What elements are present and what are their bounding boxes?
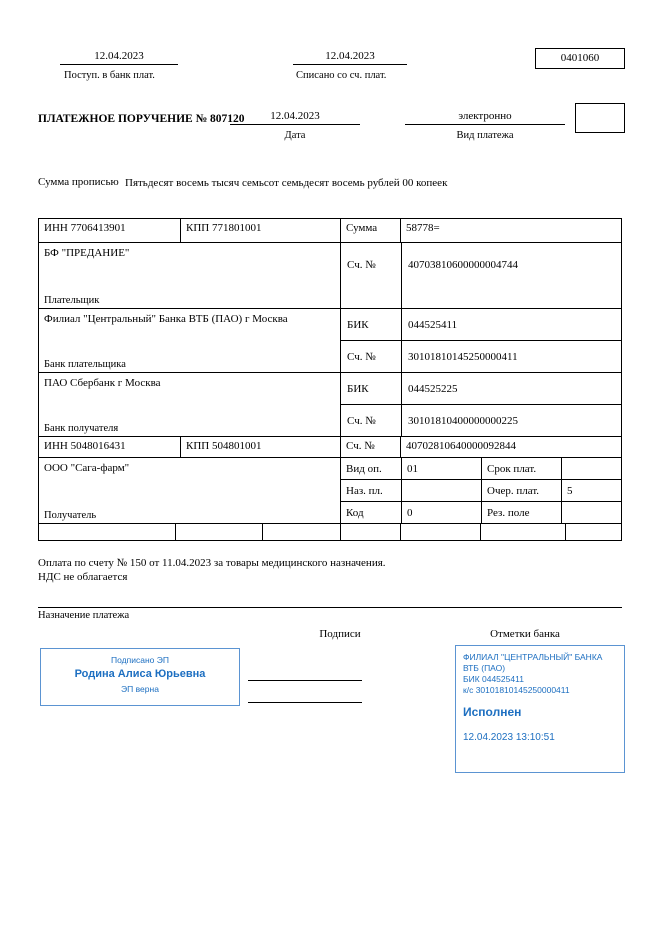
op-type-label: Вид оп. [346,462,382,475]
payee-role-label: Получатель [44,510,97,521]
tax-field-cell [39,524,175,540]
status-box [575,103,625,133]
payer-row [39,242,621,308]
purpose-text-line1: Оплата по счету № 150 от 11.04.2023 за товары медицинского назначения. [38,557,386,569]
document-date-label: Дата [284,130,306,141]
payer-bank-block [39,309,340,372]
bank-stamp-status: Исполнен [463,705,522,720]
sum-value-cell: 58778= [400,219,621,242]
code-label: Код [346,506,364,519]
payer-name: БФ "ПРЕДАНИЕ" [44,247,130,259]
tax-field-cell [565,524,621,540]
payment-kind-label: Вид платежа [456,130,514,141]
bank-stamp-bik: БИК 044525411 [463,674,524,685]
payer-block [39,243,340,308]
payer-bank-details [340,309,621,372]
payer-bank-row [39,308,621,372]
purpose-text-line2: НДС не облагается [38,571,128,583]
signed-by-label: Подписано ЭП [111,655,169,665]
bank-mark-stamp [455,645,625,773]
pay-purpose-code-row [341,479,621,501]
payee-bank-role-label: Банк получателя [44,423,119,434]
received-date-label: Поступ. в банк плат. [64,70,155,81]
payee-block [39,458,340,523]
payee-bank-bik-value: 044525225 [401,373,621,404]
payer-kpp-cell: КПП 771801001 [180,219,340,242]
received-date: 12.04.2023 [60,50,178,65]
amount-in-words-row [38,176,622,189]
payee-row [39,457,621,523]
payee-bank-acc-value: 30101810400000000225 [401,405,621,436]
payee-acc-value-cell: 40702810640000092844 [400,437,621,457]
bank-stamp-name-line1: ФИЛИАЛ "ЦЕНТРАЛЬНЫЙ" БАНКА [463,652,603,662]
payee-bank-bik-row [341,373,621,404]
operation-details [340,458,621,523]
amount-in-words-label: Сумма прописью [38,176,119,188]
pay-purpose-label: Наз. пл. [346,484,383,497]
payee-inn-row [39,436,621,457]
tax-field-cell [340,524,400,540]
priority-label: Очер. плат. [481,480,561,501]
payee-bank-bik-label: БИК [347,382,369,395]
payer-bank-acc-row [341,340,621,372]
bank-marks-label: Отметки банка [490,628,560,640]
document-date: 12.04.2023 [230,110,360,125]
debited-date: 12.04.2023 [293,50,407,65]
bank-stamp-name-line2: ВТБ (ПАО) [463,663,506,674]
payer-inn-cell: ИНН 7706413901 [44,222,126,234]
payer-bank-bik-label: БИК [347,318,369,331]
tax-fields-row [39,523,621,540]
bank-stamp-corr-account: к/с 30101810145250000411 [463,685,570,696]
document-title: ПЛАТЕЖНОЕ ПОРУЧЕНИЕ № 807120 [38,113,245,125]
payer-bank-role-label: Банк плательщика [44,359,126,370]
payee-bank-acc-row [341,404,621,436]
payee-bank-block [39,373,340,436]
payee-kpp-cell: КПП 504801001 [180,437,340,457]
payer-bank-acc-label: Сч. № [347,350,376,363]
signer-name: Родина Алиса Юрьевна [74,668,206,680]
pay-term-label: Срок плат. [481,458,561,479]
payee-bank-name: ПАО Сбербанк г Москва [44,377,161,389]
op-type-value: 01 [401,458,481,479]
signature-stamp [40,648,240,706]
tax-field-cell [480,524,565,540]
purpose-label: Назначение платежа [38,610,130,621]
tax-field-cell [400,524,480,540]
amount-in-words-text: Пятьдесят восемь тысяч семьсот семьдесят восемь рублей 00 копеек [125,177,448,189]
payee-inn-cell: ИНН 5048016431 [44,440,126,452]
signatures-label: Подписи [319,628,361,640]
tax-field-cell [262,524,340,540]
code-row [341,501,621,523]
payer-inn-row [39,219,621,242]
payer-account-number: 40703810600000004744 [401,243,621,308]
payer-role-label: Плательщик [44,295,100,306]
pay-term-value [561,458,621,479]
payer-bank-acc-value: 30101810145250000411 [401,341,621,372]
payee-acc-label-cell: Сч. № [340,437,400,457]
payee-bank-row [39,372,621,436]
signature-line-1 [248,680,362,681]
tax-field-cell [175,524,262,540]
payer-account-label: Сч. № [347,259,376,271]
payer-bank-bik-value: 044525411 [401,309,621,340]
payer-bank-bik-row [341,309,621,340]
debited-date-label: Списано со сч. плат. [296,70,387,81]
signature-valid-label: ЭП верна [121,684,159,694]
reserve-field-value [561,502,621,523]
bank-stamp-datetime: 12.04.2023 13:10:51 [463,731,555,743]
form-code-box: 0401060 [535,48,625,69]
code-value: 0 [401,502,481,523]
payee-bank-acc-label: Сч. № [347,414,376,427]
pay-purpose-value [401,480,481,501]
payment-table [38,218,622,541]
op-type-row [341,458,621,479]
sum-label-cell: Сумма [340,219,400,242]
payer-bank-name: Филиал "Центральный" Банка ВТБ (ПАО) г Москва [44,313,288,325]
signature-line-2 [248,702,362,703]
payee-name: ООО "Сага-фарм" [44,462,130,474]
payee-bank-details [340,373,621,436]
reserve-field-label: Рез. поле [481,502,561,523]
purpose-divider [38,607,622,608]
priority-value: 5 [561,480,621,501]
payer-account-block [340,243,621,308]
payment-kind: электронно [405,110,565,125]
